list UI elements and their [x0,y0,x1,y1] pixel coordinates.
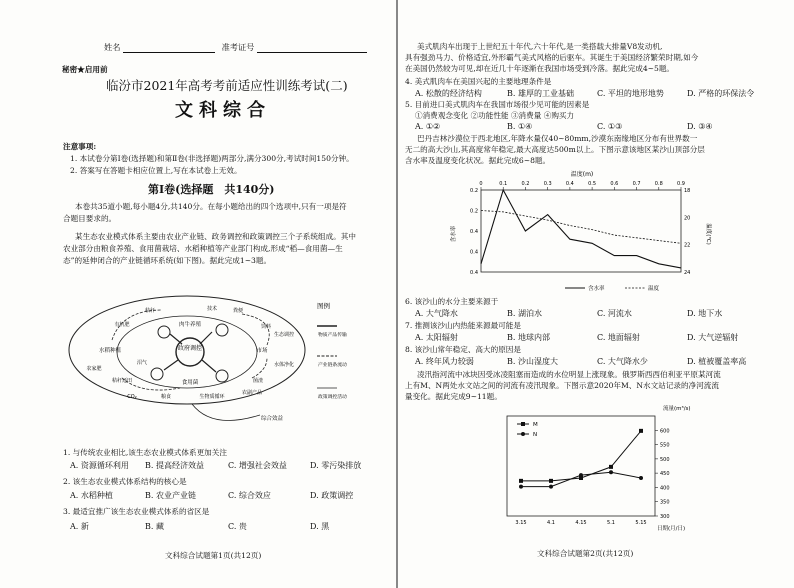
page-footer: 文科综合试题第2页(共12页) [537,549,634,558]
top-tick-label: 0.1 [499,181,508,187]
left-tick-label: 0.4 [470,270,478,276]
point-N [639,476,643,480]
option[interactable]: B. 地球内部 [507,333,550,342]
y-unit-label: 流量(m³/s) [663,406,691,412]
option[interactable]: C. 平坦的地形地势 [597,89,664,98]
node-feed: 秸秆还田 [111,378,133,384]
plot-frame [481,190,681,272]
x-tick-label: 3.15 [515,520,527,526]
passage-line: 巴丹吉林沙漠位于西北地区,年降水量仅40~80mm,沙漠东南缘地区分布有世界数一 [417,134,698,143]
x-tick-label: 5.15 [635,520,647,526]
option[interactable]: C. 增强社会效益 [228,461,287,470]
node-tech: 技术 [206,306,218,312]
option[interactable]: D. 政策调控 [310,491,354,500]
intro-line: 在美国仍然较为可见,却在近几十年逐渐在我国市场受到冷落。据此完成4~5题。 [405,64,675,73]
page-right [397,0,794,588]
question-stem: 3. 最适宜推广该生态农业模式体系的省区是 [63,507,210,516]
question-stem: 4. 美式肌肉车在美国兴起的主要地理条件是 [405,77,552,86]
point-M [519,479,523,483]
section-intro-line: 本卷共35道小题,每小题4分,共140分。在每小题给出的四个选项中,只有一项是符 [75,202,347,211]
node-circle [216,324,228,336]
option[interactable]: A. 水稻种植 [70,491,113,500]
option[interactable]: B. 提高经济效益 [145,461,204,470]
option[interactable]: C. 贵 [228,522,247,531]
intro-line: 具有强劲马力、价格适宜,外形霸气美式风格的后驱车。其诞生于美国经济繁荣时期,如今 [405,53,699,62]
exam-number-label: 准考证号 [221,42,255,52]
plot-frame [507,416,655,516]
eco-agriculture-diagram [62,270,392,435]
point-M [549,479,553,483]
name-field-row [104,41,367,53]
passage-line: 某生态农业模式体系主要由农业产业链、政务调控和政策调控三个子系统组成。其中 [75,232,356,241]
page-footer: 文科综合试题第1页(共12页) [165,551,262,560]
point-M [609,465,613,469]
passage-line: 农业部分由粮食养殖、食用菌栽培、水稻种植等产业部门构成,形成“稻—食用菌—生 [63,244,343,253]
y-tick-label: 600 [660,428,670,435]
data-points [519,429,643,489]
option[interactable]: A. 资源循环利用 [70,461,129,470]
name-blank[interactable] [123,43,215,53]
option[interactable]: A. ①② [415,122,441,131]
question-stem: 2. 该生态农业模式体系结构的核心是 [63,477,187,486]
right-tick-label: 24 [684,270,691,276]
option[interactable]: A. 松散的经济结构 [415,89,482,98]
x-tick-label: 5.1 [607,520,615,526]
y-tick-label: 500 [660,456,670,463]
option[interactable]: C. 地面辐射 [597,333,640,342]
section-title: 第Ⅰ卷(选择题 共140分) [148,183,275,196]
subject-title: 文科综合 [175,100,271,121]
secret-label: 秘密★启用前 [62,65,108,74]
right-tick-label: 20 [684,215,691,222]
option[interactable]: B. 农业产业链 [145,491,196,500]
node-co2: CO₂ [127,394,137,400]
question-stem: 5. 目前进口美式肌肉车在我国市场很少见可能的因素是 [405,100,590,109]
question-stem: 6. 该沙山的水分主要来源于 [405,297,499,306]
option[interactable]: A. 太阳辐射 [415,333,458,342]
option[interactable]: D. ③④ [687,122,713,131]
legend-item: 物质产品传输 [318,333,347,338]
left-tick-label: 0.2 [470,188,478,194]
option[interactable]: A. 大气降水 [415,309,458,318]
legend-temperature: 温度 [648,286,660,292]
node-circle [216,370,228,382]
option[interactable]: D. 植被覆盖率高 [687,357,747,366]
option[interactable]: B. ①④ [507,122,533,131]
y-tick-label: 550 [660,442,670,449]
x-unit-label: 日期(月/日) [657,526,686,532]
y-tick-label: 450 [660,471,670,478]
option[interactable]: B. 沙山湿度大 [507,357,558,366]
exam-number-blank[interactable] [257,43,367,53]
y-ticks [655,428,670,520]
top-tick-label: 0.7 [632,181,641,187]
option[interactable]: D. 大气逆辐射 [687,333,739,342]
y-tick-label: 400 [660,485,670,492]
node-biogas: 沼气 [136,360,148,366]
node-fiber: 饲料 [260,324,272,330]
top-tick-label: 0.5 [588,181,597,187]
legend-marker-M [521,422,525,426]
node-comp: 综合效益 [260,416,284,422]
name-label: 姓名 [104,42,121,52]
x-tick-label: 4.15 [575,520,587,526]
option[interactable]: C. 大气降水少 [597,357,648,366]
y-tick-label: 300 [660,514,670,520]
node-straw: 秸秆 [144,308,156,314]
top-tick-label: 0.4 [565,181,574,187]
comp-arrow [192,404,260,420]
option[interactable]: A. 终年风力较弱 [415,357,474,366]
node-center: 政府调控 [177,345,203,352]
node-byproduct: 农副产品 [241,390,263,396]
notice-item: 2. 答案写在答题卡相应位置上,写在本试卷上无效。 [70,166,242,175]
node-market: 市场 [256,348,268,354]
point-N [579,473,583,477]
node-circle [151,368,163,380]
option[interactable]: B. 雄厚的工业基础 [507,89,574,98]
left-axis-label: 含水率 [451,225,457,243]
point-M [639,429,643,433]
top-tick-label: 0 [479,181,483,187]
passage-line: 含水率及温度变化状况。据此完成6~8题。 [405,156,551,165]
section-intro-line: 合题目要求的。 [63,214,117,223]
option[interactable]: C. ①③ [597,122,623,131]
option[interactable]: A. 新 [70,522,89,531]
series-temperature-line [481,211,681,244]
node-water-treat: 水体净化 [273,362,295,368]
y-tick-label: 350 [660,499,670,506]
legend-title: 图例 [317,302,330,310]
right-tick-label: 22 [684,242,691,249]
option[interactable]: B. 藏 [145,522,164,531]
top-ticks [479,181,685,190]
legend-item: 产业链条流动 [318,363,347,368]
passage-line: 态”的延伸闭合的产业链循环系统(如下图)。据此完成1~3题。 [63,256,272,265]
series-moisture-line [481,190,681,268]
river-flow-chart [497,402,727,532]
point-N [609,470,613,474]
question-stem: 7. 推测该沙山内热能来源最可能是 [405,321,521,330]
option[interactable]: D. 地下水 [687,309,723,318]
top-tick-label: 0.6 [610,181,619,187]
point-N [549,485,553,489]
node-mushroom-residue: 菌渣 [252,378,264,384]
top-tick-label: 0.8 [654,181,663,187]
right-ticks [684,188,690,276]
legend-marker-N [521,432,525,436]
node-circle [158,326,170,338]
x-tick-label: 4.1 [547,520,555,526]
node-organic: 农家肥 [86,366,102,372]
intro-line: 美式肌肉车出现于上世纪五十年代,六十年代,是一类搭载大排量V8发动机, [417,42,663,51]
legend-M: M [533,422,538,428]
node-manure: 粪便 [232,308,244,314]
sand-dune-chart [445,168,720,296]
node-mushroom: 食用菌 [181,380,199,386]
x-ticks [515,520,646,526]
left-tick-label: 0.4 [470,249,478,256]
node-recycle: 生物质循环 [199,394,225,400]
right-axis-label: 温度(℃) [705,223,711,245]
passage-line: 凌汛指河流中冰块因受冰凌阻塞而造成的水位明显上涨现象。俄罗斯西西伯利亚平原某河流 [417,370,721,379]
node-ecology: 生态调控 [273,332,295,338]
point-N [519,485,523,489]
legend-item: 政策调控活动 [318,395,347,400]
left-tick-label: 0.2 [470,208,478,215]
option[interactable]: D. 零污染排放 [310,461,362,470]
passage-line: 量变化。据此完成9~11题。 [405,392,502,401]
option[interactable]: C. 河流水 [597,309,632,318]
option[interactable]: D. 黑 [310,522,330,531]
question-stem: 8. 该沙山常年稳定、高大的原因是 [405,345,521,354]
exam-title: 临汾市2021年高考考前适应性训练考试(二) [106,78,348,93]
node-rice: 水稻种植 [98,348,122,354]
node-food: 粮食 [160,394,172,400]
option[interactable]: D. 严格的环保法令 [687,89,755,98]
node-meat: 肉牛养殖 [178,322,202,328]
left-ticks [470,188,478,276]
legend-N: N [533,432,538,438]
passage-line: 无二的高大沙山,其高度常年稳定,最大高度达500m以上。下图示意该地区某沙山顶部分层 [405,145,705,154]
top-tick-label: 0.3 [543,181,552,187]
legend-moisture: 含水率 [588,286,605,292]
right-tick-label: 18 [684,188,691,194]
top-axis-label: 温度(m) [570,171,594,178]
left-tick-label: 0.4 [470,229,478,235]
notice-heading: 注意事项: [63,142,97,151]
notice-item: 1. 本试卷分第Ⅰ卷(选择题)和第Ⅱ卷(非选择题)两部分,满分300分,考试时间150分钟。 [70,154,354,163]
top-tick-label: 0.2 [521,181,530,187]
option[interactable]: B. 湖泊水 [507,309,542,318]
node-fertilizer: 有机肥 [114,322,130,328]
option[interactable]: C. 综合效应 [228,491,271,500]
question-stem: 1. 与传统农业相比,该生态农业模式体系更加关注 [63,448,227,457]
passage-line: 上有M、N两处水文站之间的河流有凌汛现象。下图示意2020年M、N水文站记录的净河流流 [405,381,719,390]
question-sub: ①消费观念变化 ②功能性能 ③消费量 ④购买力 [415,111,575,120]
top-tick-label: 0.9 [677,181,685,187]
